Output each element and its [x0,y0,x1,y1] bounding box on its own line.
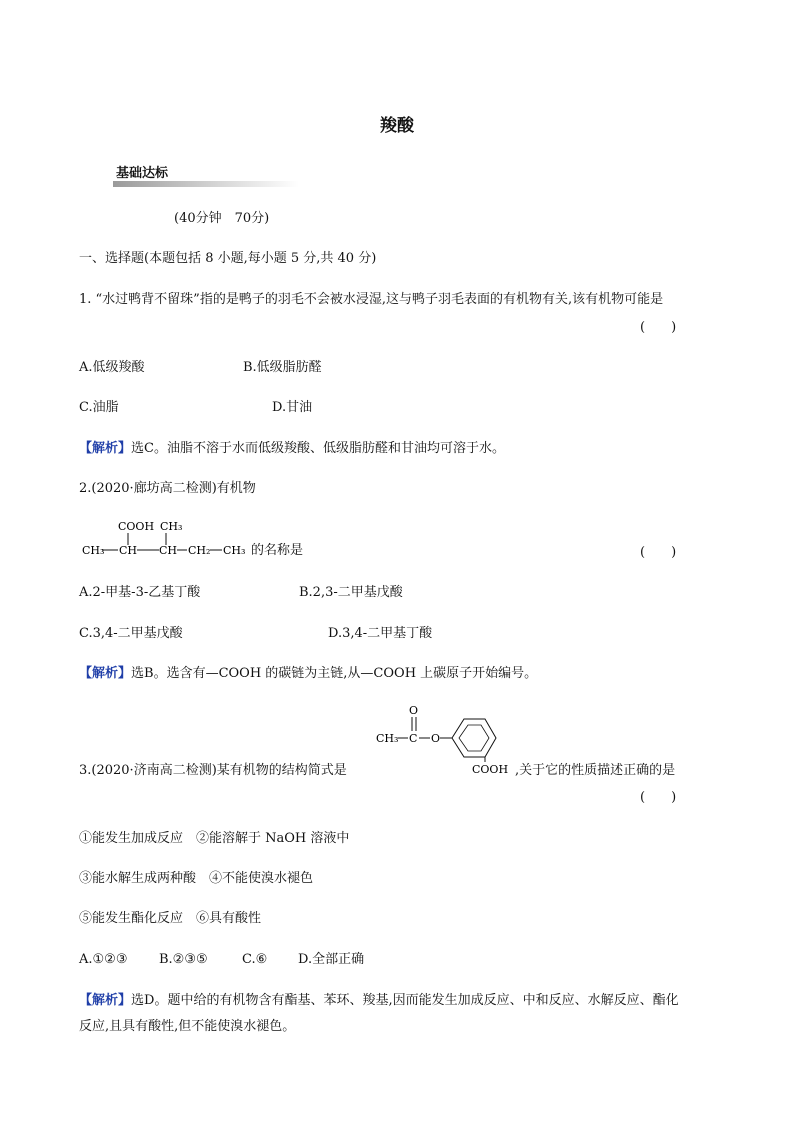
q2-analysis-text: 选B。选含有—COOH 的碳链为主链,从—COOH 上碳原子开始编号。 [131,666,538,681]
q2-option-d: D.3,4-二甲基丁酸 [328,626,433,641]
time-note: (40分钟 70分) [174,211,270,226]
q3-option-d: D.全部正确 [298,952,365,967]
q2-option-c: C.3,4-二甲基戊酸 [79,626,183,641]
q2-answer-paren: ( ) [640,545,677,560]
q1-option-b: B.低级脂肪醛 [243,360,322,375]
section-badge [113,166,299,186]
q1-option-c: C.油脂 [79,400,119,415]
page-title: 羧酸 [380,116,414,136]
q2-formula-ch3-right: CH₃ [223,544,246,557]
q3-statement-line-1: ①能发生加成反应 ②能溶解于 NaOH 溶液中 [79,831,350,846]
q2-analysis [79,666,537,682]
q3-analysis-text-1: 选D。题中给的有机物含有酯基、苯环、羧基,因而能发生加成反应、中和反应、水解反应、酯化 [131,993,679,1008]
q3-formula-o-double: O [409,704,419,717]
q3-statement-line-2: ③能水解生成两种酸 ④不能使溴水褪色 [79,871,314,886]
q2-formula-ch3-left: CH₃ [82,544,105,557]
q2-formula-cooh: COOH [118,520,155,533]
q2-stem: 2.(2020·廊坊高二检测)有机物 [79,481,256,496]
q1-answer-paren: ( ) [640,320,677,335]
q3-option-a: A.①②③ [79,952,128,967]
q1-stem: 1. “水过鸭背不留珠”指的是鸭子的羽毛不会被水浸湿,这与鸭子羽毛表面的有机物有关,该有机物可能是 [79,292,664,307]
q2-stem-suffix: 的名称是 [251,543,304,558]
q3-formula-cooh: COOH [472,763,509,776]
q3-benzene-inner [459,725,489,751]
q3-structural-formula [372,700,520,780]
q2-formula-ch-b: CH [159,544,178,557]
section-label: 基础达标 [116,166,169,181]
q1-analysis [79,441,505,457]
q1-analysis-text: 选C。油脂不溶于水而低级羧酸、低级脂肪醛和甘油均可溶于水。 [131,441,505,456]
q1-option-d: D.甘油 [272,400,313,415]
q2-structural-formula [80,514,252,560]
q3-statement-line-3: ⑤能发生酯化反应 ⑥具有酸性 [79,911,262,926]
q3-formula-c: C [409,732,418,745]
q3-analysis-text-2: 反应,且具有酸性,但不能使溴水褪色。 [79,1019,296,1034]
q3-option-c: C.⑥ [242,952,268,967]
q2-analysis-tag: 【解析】 [79,666,132,681]
q3-analysis [79,993,679,1009]
q2-formula-ch2: CH₂ [188,544,211,557]
q1-option-a: A.低级羧酸 [79,360,145,375]
q2-option-b: B.2,3-二甲基戊酸 [299,585,403,600]
part-heading: 一、选择题(本题包括 8 小题,每小题 5 分,共 40 分) [79,251,377,266]
q2-formula-ch-a: CH [119,544,138,557]
q3-analysis-tag: 【解析】 [79,993,132,1008]
q2-option-a: A.2-甲基-3-乙基丁酸 [79,585,201,600]
q3-option-b: B.②③⑤ [159,952,208,967]
q3-stem-suffix: ,关于它的性质描述正确的是 [515,763,676,778]
q1-analysis-tag: 【解析】 [79,441,132,456]
q3-stem: 3.(2020·济南高二检测)某有机物的结构简式是 [79,763,347,778]
q2-formula-top-ch3: CH₃ [160,520,183,533]
q3-formula-ch3: CH₃ [376,732,399,745]
q3-formula-o-link: O [431,732,441,745]
q3-answer-paren: ( ) [640,790,677,805]
